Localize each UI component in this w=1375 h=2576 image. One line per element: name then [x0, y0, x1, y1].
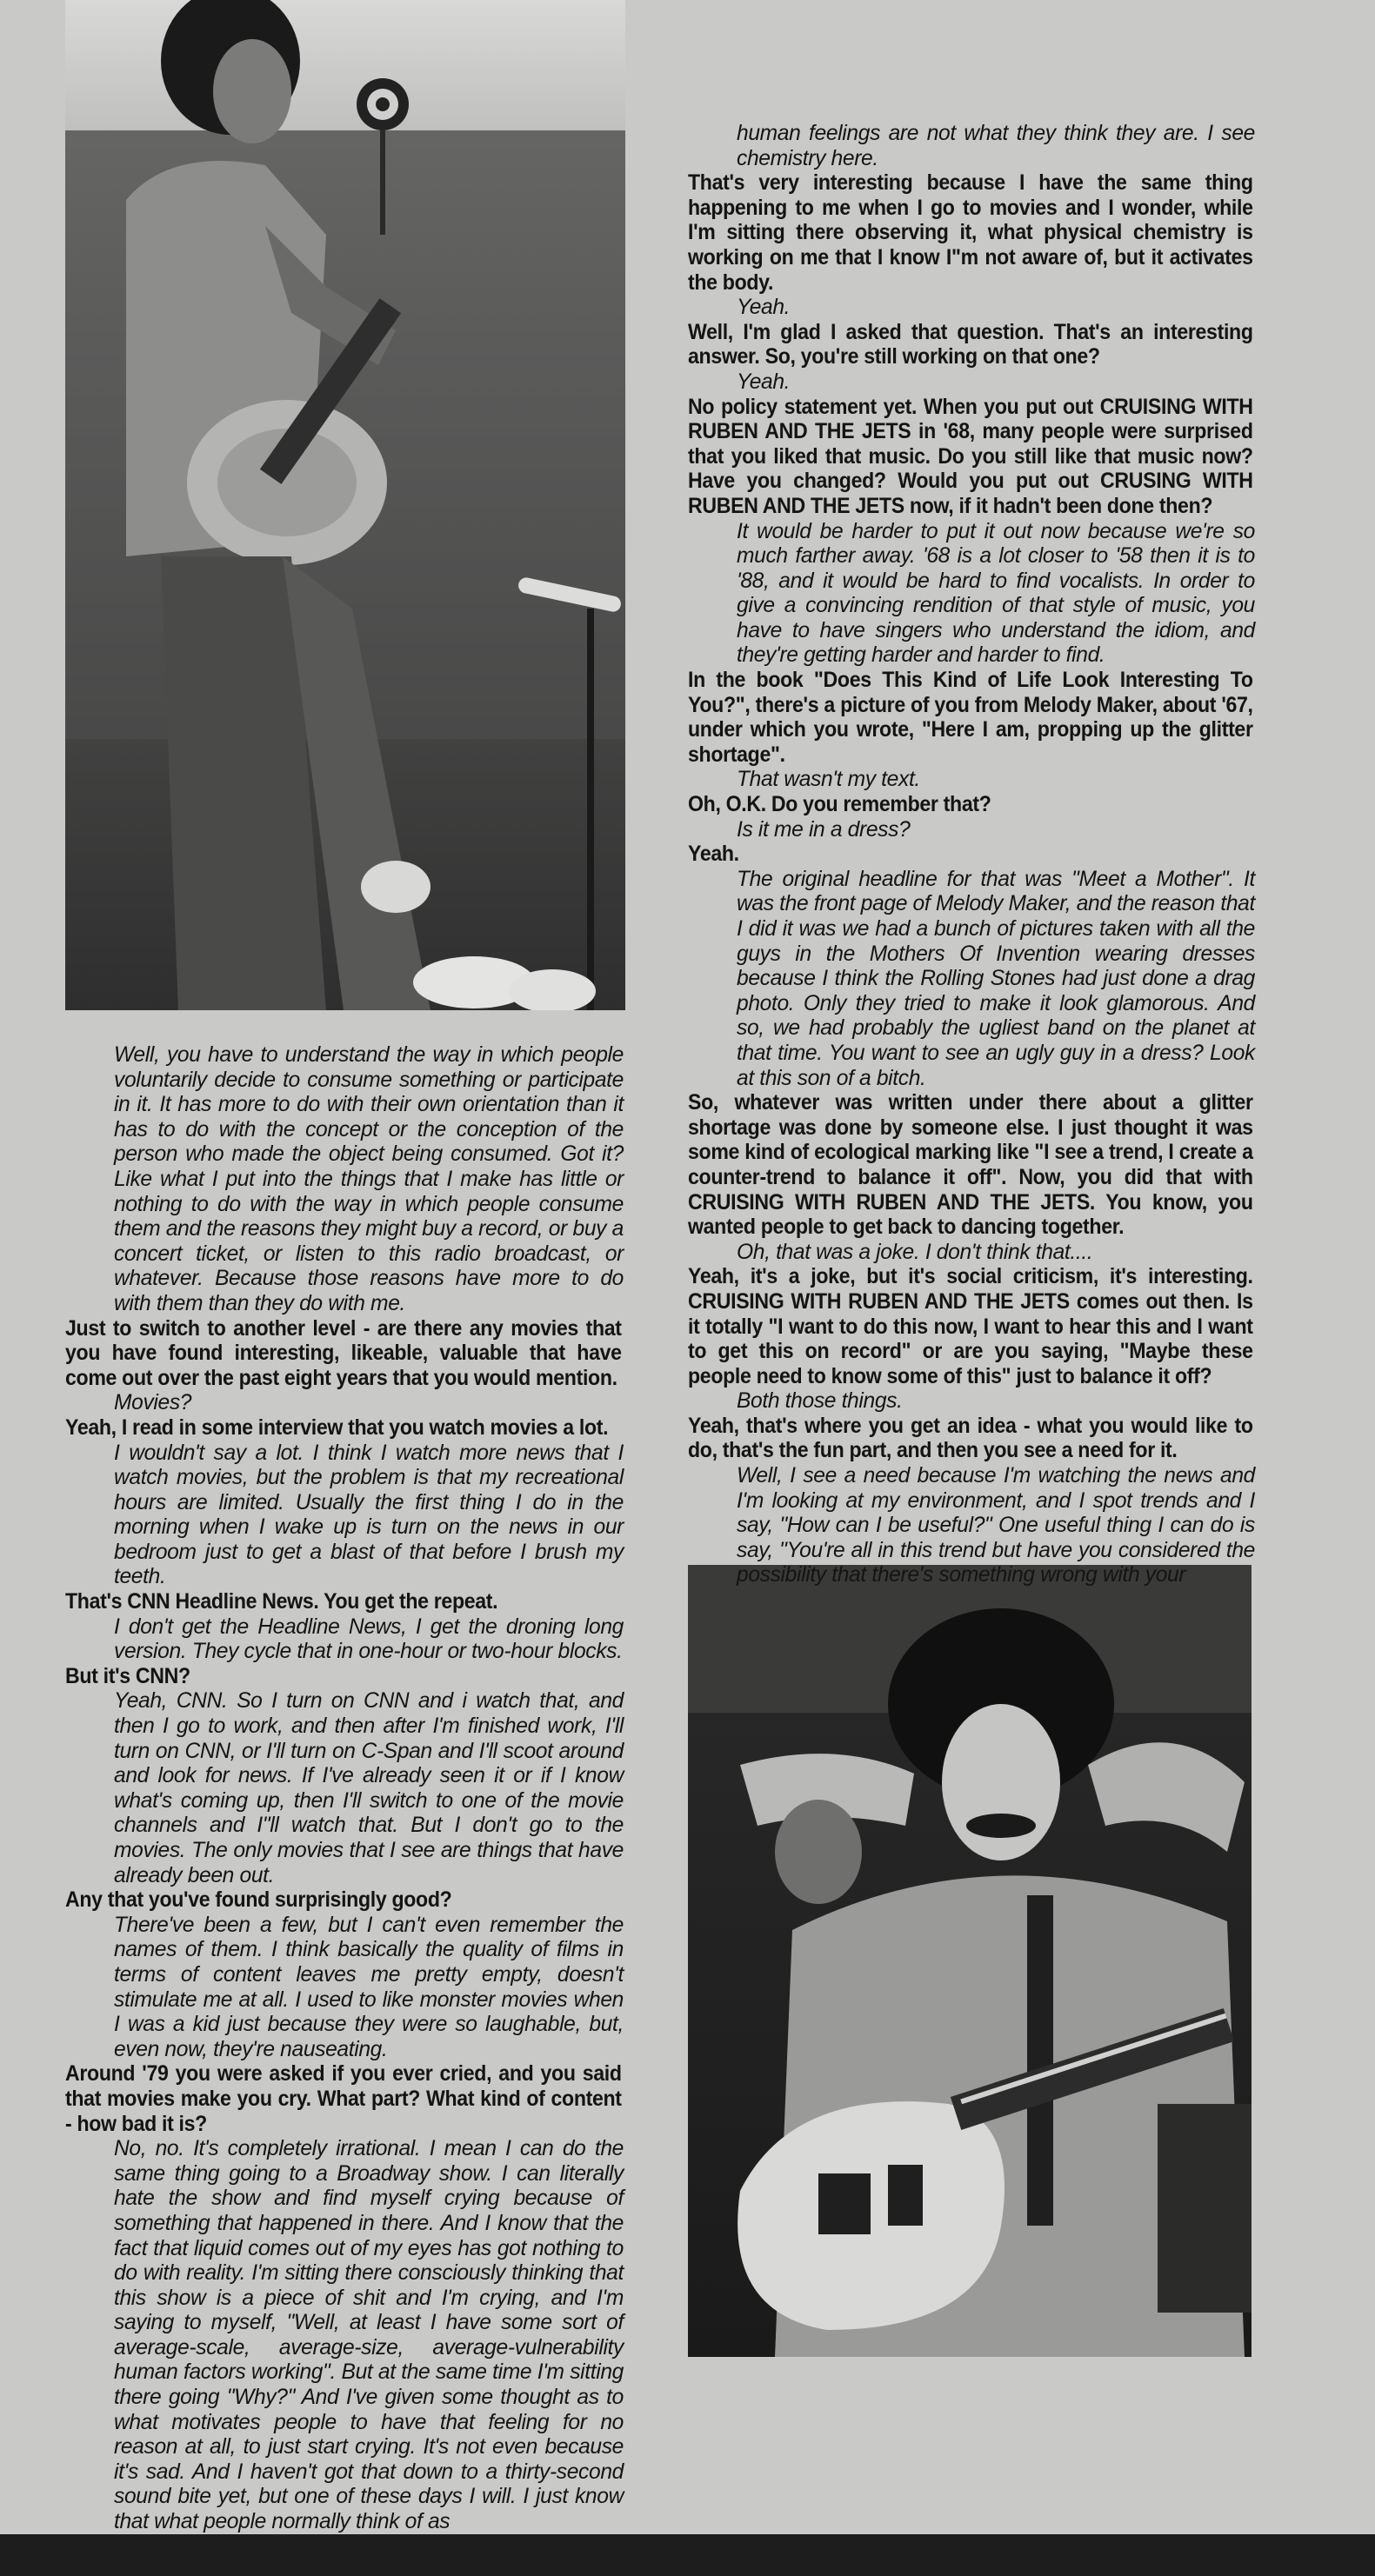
- question: So, whatever was written under there about a glitter shortage was done by someone else. I just thought it was some kind of ecological marking like "I see a trend, I create a counter-trend to balance it off". Now, you did that with CRUISING WITH RUBEN AND THE JETS. You know, you wanted people to get back to dancing together.: [688, 1091, 1253, 1240]
- answer-continuation: Well, you have to understand the way in which people voluntarily decide to consume something or participate in it. It has more to do with their own orientation than it has to do with the concept or the conception of the person who made the object being consumed. Got it? Like what I put into the things that I make has little or nothing to do with the way in which people consume them and the reasons they might buy a record, or buy a concert ticket, or listen to this radio broadcast, or whatever. Because those reasons have more to do with them than they do with me.: [114, 1043, 624, 1315]
- answer: Movies?: [114, 1391, 192, 1415]
- question: No policy statement yet. When you put out CRUISING WITH RUBEN AND THE JETS in '68, many people were surprised that you liked that music. Do you still like that music now? Have you changed? Would you put out CRUSING WITH RUBEN AND THE JETS now, if it hadn't been done then?: [688, 395, 1253, 518]
- question: Just to switch to another level - are there any movies that you have found interesting, likeable, valuable that have come out over the past eight years that you would mention.: [65, 1316, 622, 1390]
- answer: I don't get the Headline News, I get the droning long version. They cycle that in one-hour or two-hour blocks.: [114, 1614, 624, 1664]
- question: But it's CNN?: [65, 1664, 190, 1688]
- question: Yeah, I read in some interview that you watch movies a lot.: [65, 1415, 609, 1440]
- scan-bottom-edge: [0, 2534, 1375, 2576]
- photo-guitarist-on-stage-image: [65, 0, 625, 1010]
- question: Yeah.: [688, 842, 739, 867]
- answer: There've been a few, but I can't even remember the names of them. I think basically the quality of films in terms of content leaves me pretty empty, doesn't stimulate me at all. I used to like monster movies when I was a kid just because they were so laughable, but, even now, they're nauseating.: [114, 1913, 624, 2061]
- question: Yeah, that's where you get an idea - what you would like to do, that's the fun part, and then you see a need for it.: [688, 1414, 1253, 1463]
- photo-guitarist-on-stage: [65, 0, 625, 1010]
- question: Oh, O.K. Do you remember that?: [688, 793, 991, 817]
- question: Around '79 you were asked if you ever cried, and you said that movies make you cry. What part? What kind of content - how bad it is?: [65, 2062, 622, 2136]
- question: Any that you've found surprisingly good?: [65, 1888, 452, 1913]
- left-text-column: [65, 1043, 624, 2535]
- answer-continuation: human feelings are not what they think they are. I see chemistry here.: [737, 122, 1255, 170]
- answer: Yeah.: [737, 296, 791, 320]
- answer: Yeah.: [737, 369, 791, 394]
- answer: That wasn't my text.: [737, 768, 920, 792]
- answer: Both those things.: [737, 1389, 903, 1414]
- answer: The original headline for that was "Meet a Mother". It was the front page of Melody Maker, and the reason that I did it was we had a bunch of pictures taken with all the guys in the Mothers Of Invention wearing dresses because I think the Rolling Stones had just done a drag photo. Only they tried to make it look glamorous. And so, we had probably the ugliest band on the planet at that time. You want to see an ugly guy in a dress? Look at this son of a bitch.: [737, 867, 1255, 1090]
- question: Well, I'm glad I asked that question. That's an interesting answer. So, you're still working on that one?: [688, 320, 1253, 369]
- answer: No, no. It's completely irrational. I mean I can do the same thing going to a Broadway show. I can literally hate the show and find myself crying because of something that happened in there. And I know that the fact that liquid comes out of my eyes has got nothing to do with reality. I'm sitting there consciously thinking that this show is a piece of shit and I'm crying, and I'm saying to myself, "Well, at least I have some sort of average-scale, average-size, average-vulnerability human factors working". But at the same time I'm sitting there going "Why?" And I've given some thought as to what motivates people to have that feeling for no reason at all, to just start crying. It's not even because it's sad. And I haven't got that down to a thirty-second sound bite yet, but one of these days I will. I just know that what people normally think of as: [114, 2137, 624, 2534]
- question: Yeah, it's a joke, but it's social criticism, it's interesting. CRUISING WITH RUBEN AND THE JETS comes out then. Is it totally "I want to do this now, I want to hear this and I want to get this on record" or are you saying, "Maybe these people need to know some of this" just to balance it off?: [688, 1265, 1253, 1388]
- photo-guitarist-hands-behind-head: [688, 1565, 1252, 2357]
- question: In the book "Does This Kind of Life Look Interesting To You?", there's a picture of you from Melody Maker, about '67, under which you wrote, "Here I am, propping up the glitter shortage".: [688, 669, 1253, 767]
- answer: Yeah, CNN. So I turn on CNN and i watch that, and then I go to work, and then after I'm finished work, I'll turn on CNN, or I'll turn on C-Span and I'll scoot around and look for news. If I've already seen it or if I know what's coming up, then I'll switch to one of the movie channels and I"ll watch that. But I don't go to the movies. The only movies that I see are things that have already been out.: [114, 1689, 624, 1887]
- answer: Well, I see a need because I'm watching the news and I'm looking at my environment, and I spot trends and I say, "How can I be useful?" One useful thing I can do is say, "You're all in this trend but have you considered the possibility that there's something wrong with your: [737, 1464, 1255, 1588]
- photo-guitarist-hands-behind-head-image: [688, 1565, 1252, 2357]
- question: That's CNN Headline News. You get the repeat.: [65, 1590, 498, 1614]
- answer: I wouldn't say a lot. I think I watch more news that I watch movies, but the problem is that my recreational hours are limited. Usually the first thing I do in the morning when I wake up is turn on the news in our bedroom just to get a blast of that before I brush my teeth.: [114, 1441, 624, 1589]
- answer: Oh, that was a joke. I don't think that....: [737, 1240, 1093, 1264]
- right-text-column: [688, 122, 1255, 1588]
- answer: It would be harder to put it out now because we're so much farther away. '68 is a lot closer to '58 then it is to '88, and it would be hard to find vocalists. In order to give a convincing rendition of that style of music, you have to have singers who understand the idiom, and they're getting harder and harder to find.: [737, 519, 1255, 668]
- question: That's very interesting because I have the same thing happening to me when I go to movies and I wonder, while I'm sitting there observing it, what physical chemistry is working on me that I know I"m not aware of, but it activates the body.: [688, 171, 1253, 295]
- answer: Is it me in a dress?: [737, 817, 911, 842]
